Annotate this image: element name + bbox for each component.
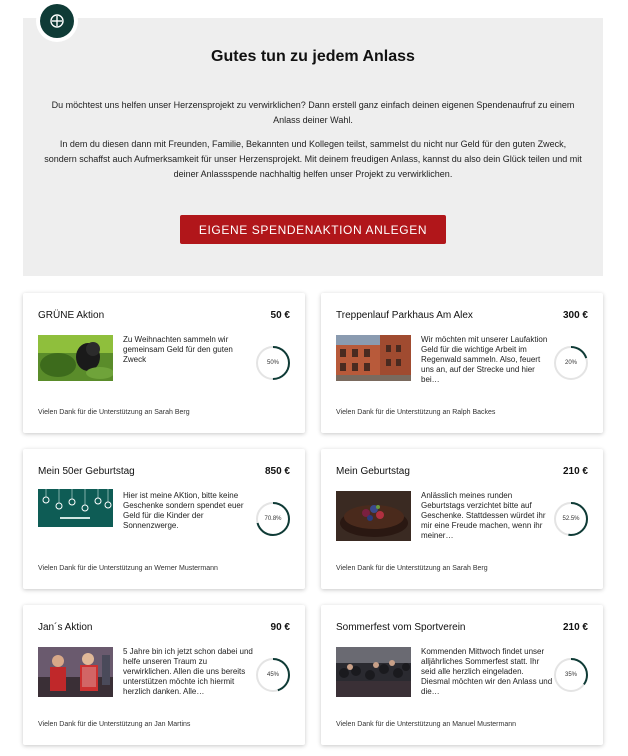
campaign-card[interactable] xyxy=(23,605,305,745)
progress-ring xyxy=(255,501,291,537)
campaign-description: Kommenden Mittwoch findet unser alljährliches Sommerfest statt. Ihr seid alle herzlich eingeladen. Diesmal möchten wir den Anlass und die… xyxy=(421,647,553,696)
campaign-image[interactable] xyxy=(38,335,113,381)
campaign-card[interactable] xyxy=(321,293,603,433)
progress-label: 45% xyxy=(266,672,279,678)
progress-label: 50% xyxy=(266,360,279,366)
campaign-image[interactable] xyxy=(38,647,113,697)
progress-label: 70.8% xyxy=(264,516,282,522)
progress-ring xyxy=(553,657,589,693)
campaign-description: Wir möchten mit unserer Laufaktion Geld für die wichtige Arbeit im Regenwald sammeln. Also, feuert uns an, auf der Strecke und hier bei… xyxy=(421,335,548,384)
campaign-thanks-text: Vielen Dank für die Unterstützung an Manuel Mustermann xyxy=(336,721,517,728)
campaign-description: 5 Jahre bin ich jetzt schon dabei und helfe unseren Traum zu verwirklichen. Allen die uns bereits unterstützen möchte ich hiermit herzlich danken. Alle… xyxy=(123,647,253,696)
progress-ring xyxy=(553,345,589,381)
campaign-title[interactable]: Sommerfest vom Sportverein xyxy=(336,622,466,633)
campaign-thanks-text: Vielen Dank für die Unterstützung an Jan Martins xyxy=(38,721,191,728)
campaign-amount: 210 € xyxy=(562,466,588,477)
campaign-image[interactable] xyxy=(336,491,411,541)
campaign-description: Hier ist meine AKtion, bitte keine Geschenke sondern spendet euer Geld für die Kinder der Sonnenzwerge. xyxy=(123,491,244,530)
campaign-amount: 50 € xyxy=(270,310,290,321)
campaign-image[interactable] xyxy=(38,489,113,527)
campaign-title[interactable]: Mein 50er Geburtstag xyxy=(38,466,135,477)
campaign-amount: 90 € xyxy=(270,622,290,633)
campaign-title[interactable]: Mein Geburtstag xyxy=(336,466,410,477)
progress-label: 20% xyxy=(564,360,577,366)
campaign-thanks-text: Vielen Dank für die Unterstützung an Ralph Backes xyxy=(336,409,496,416)
campaign-amount: 850 € xyxy=(264,466,290,477)
campaign-card[interactable] xyxy=(321,449,603,589)
progress-ring xyxy=(553,501,589,537)
hero-title: Gutes tun zu jedem Anlass xyxy=(211,48,415,65)
campaign-description: Zu Weihnachten sammeln wir gemeinsam Geld für den guten Zweck xyxy=(123,335,233,364)
campaign-card[interactable] xyxy=(23,293,305,433)
campaign-thanks-text: Vielen Dank für die Unterstützung an Sarah Berg xyxy=(336,565,488,572)
campaign-thanks-text: Vielen Dank für die Unterstützung an Sarah Berg xyxy=(38,409,190,416)
campaign-card[interactable] xyxy=(321,605,603,745)
compass-icon xyxy=(40,4,74,38)
logo[interactable] xyxy=(36,0,78,42)
progress-ring xyxy=(255,345,291,381)
hero-intro-text: Du möchtest uns helfen unser Herzensprojekt zu verwirklichen? Dann erstell ganz einfach deinen eigenen Spendenaufruf zu einem Anlass deiner Wahl. xyxy=(51,100,575,125)
campaign-image[interactable] xyxy=(336,335,411,381)
campaign-amount: 300 € xyxy=(562,310,588,321)
progress-ring xyxy=(255,657,291,693)
campaign-title[interactable]: Treppenlauf Parkhaus Am Alex xyxy=(336,310,473,321)
campaign-description: Anlässlich meines runden Geburtstags verzichtet bitte auf Geschenke. Stattdessen würdet ihr mir eine Freude machen, wenn ihr meiner… xyxy=(421,491,546,540)
create-campaign-button[interactable]: EIGENE SPENDENAKTION ANLEGEN xyxy=(180,215,446,244)
progress-label: 52.5% xyxy=(562,516,580,522)
campaign-image[interactable] xyxy=(336,647,411,697)
hero-section xyxy=(23,18,603,276)
campaign-card[interactable] xyxy=(23,449,305,589)
campaign-title[interactable]: GRÜNE Aktion xyxy=(38,310,105,321)
hero-body-text: In dem du diesen dann mit Freunden, Familie, Bekannten und Kollegen teilst, sammelst du nicht nur Geld für den guten Zweck, sondern schaffst auch Aufmerksamkeit für unser Herzensprojekt. Mit deinem freudigen Anlass, kannst du also dein Glück teilen und mit deiner Anlassspende nachhaltig helfen unser Projekt zu verwirklichen. xyxy=(44,139,582,179)
campaign-thanks-text: Vielen Dank für die Unterstützung an Werner Mustermann xyxy=(38,565,218,572)
campaign-title[interactable]: Jan´s Aktion xyxy=(38,622,93,633)
progress-label: 35% xyxy=(564,672,577,678)
campaign-amount: 210 € xyxy=(562,622,588,633)
